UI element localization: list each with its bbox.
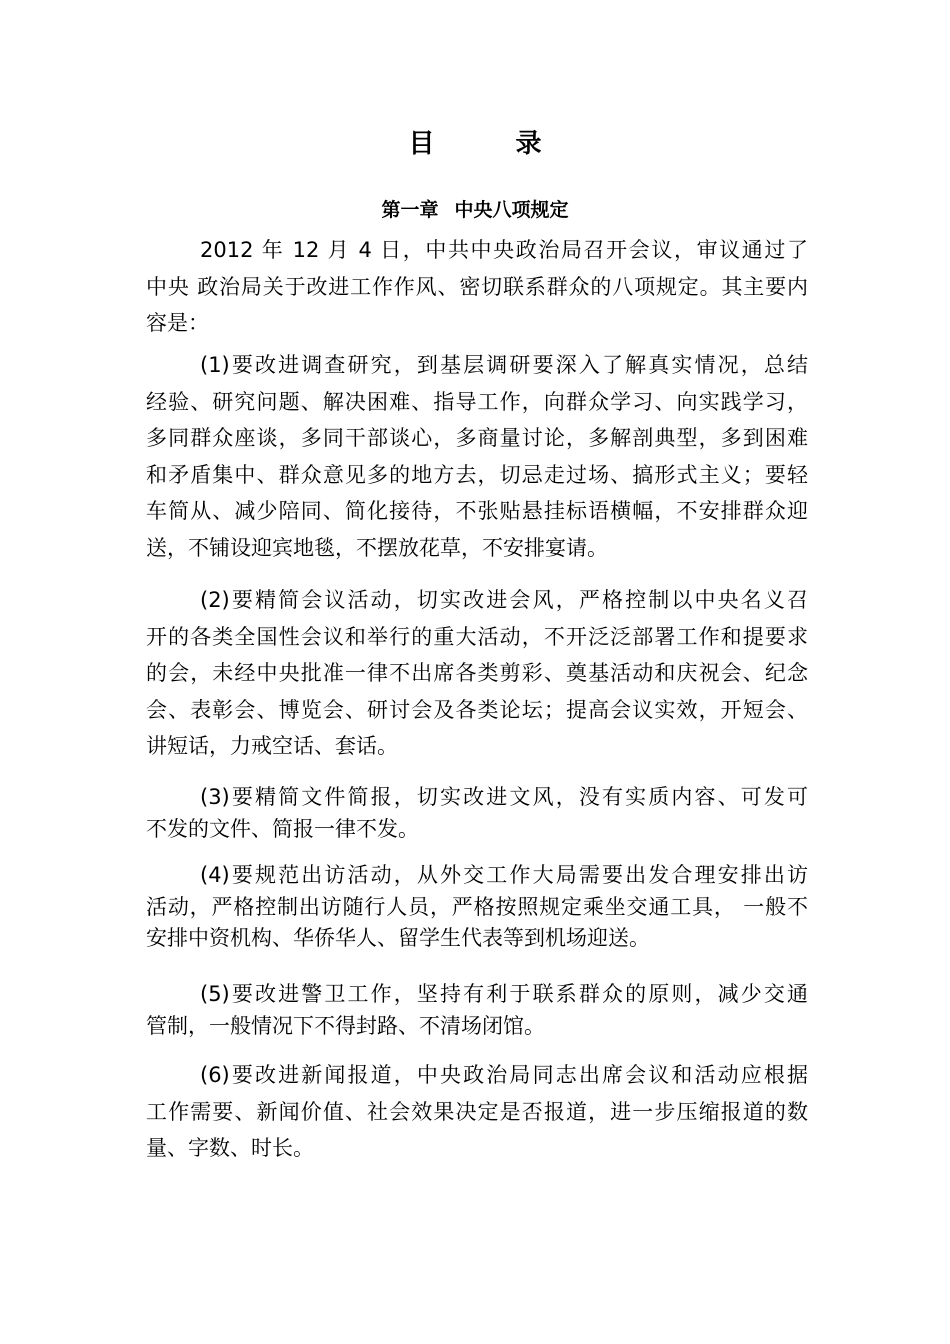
page-title: 目 录: [408, 129, 578, 159]
text-line: 工作需要、新闻价值、社会效果决定是否报道，进一步压缩报道的数: [146, 1099, 808, 1124]
text-line: (6)要改进新闻报道，中央政治局同志出席会议和活动应根据: [200, 1063, 808, 1087]
text-line: 多同群众座谈，多同干部谈心，多商量讨论，多解剖典型，多到困难: [146, 426, 808, 450]
text-line: (4)要规范出访活动，从外交工作大局需要出发合理安排出访: [200, 863, 808, 887]
text-line: (5)要改进警卫工作，坚持有利于联系群众的原则，减少交通: [200, 982, 808, 1006]
rule-item-1: [146, 347, 808, 566]
chapter-name: 中央八项规定: [454, 199, 569, 221]
chapter-number: 第一章: [381, 199, 439, 221]
text-line: 管制，一般情况下不得封路、不清场闭馆。: [146, 1013, 545, 1038]
text-line: (2)要精简会议活动，切实改进会风，严格控制以中央名义召: [200, 588, 808, 612]
text-line: (1)要改进调查研究，到基层调研要深入了解真实情况，总结: [200, 353, 808, 377]
text-line: 安排中资机构、华侨华人、留学生代表等到机场迎送。: [146, 926, 650, 950]
text-line: 会、表彰会、博览会、研讨会及各类论坛；提高会议实效，开短会、: [146, 697, 808, 722]
text-line: 送，不铺设迎宾地毯，不摆放花草，不安排宴请。: [146, 535, 608, 560]
rule-item-2: [146, 582, 808, 765]
text-line: 2012 年 12 月 4 日，中共中央政治局召开会议，审议通过了: [200, 238, 808, 262]
text-line: 开的各类全国性会议和举行的重大活动，不开泛泛部署工作和提要求: [146, 624, 808, 649]
text-line: 中央 政治局关于改进工作作风、密切联系群众的八项规定。其主要内: [146, 274, 808, 299]
chapter-heading: [0, 196, 950, 224]
text-line: (3)要精简文件简报，切实改进文风，没有实质内容、可发可: [200, 785, 808, 809]
text-line: 的会，未经中央批准一律不出席各类剪彩、奠基活动和庆祝会、纪念: [146, 661, 808, 685]
text-line: 量、字数、时长。: [146, 1136, 314, 1160]
rule-item-5: [146, 979, 808, 1042]
text-line: 不发的文件、简报一律不发。: [146, 816, 419, 841]
rule-item-3: [146, 782, 808, 845]
intro-paragraph: [146, 232, 808, 342]
text-line: 车简从、减少陪同、简化接待，不张贴悬挂标语横幅，不安排群众迎: [146, 499, 808, 523]
rule-item-4: [146, 860, 808, 955]
text-line: 讲短话，力戒空话、套话。: [146, 734, 398, 758]
text-line: 和矛盾集中、群众意见多的地方去，切忌走过场、搞形式主义；要轻: [146, 462, 808, 487]
text-line: 活动，严格控制出访随行人员，严格按照规定乘坐交通工具， 一般不: [146, 894, 808, 919]
text-line: 经验、研究问题、解决困难、指导工作，向群众学习、向实践学习，: [146, 389, 808, 414]
text-line: 容是：: [146, 311, 209, 335]
rule-item-6: [146, 1057, 808, 1167]
